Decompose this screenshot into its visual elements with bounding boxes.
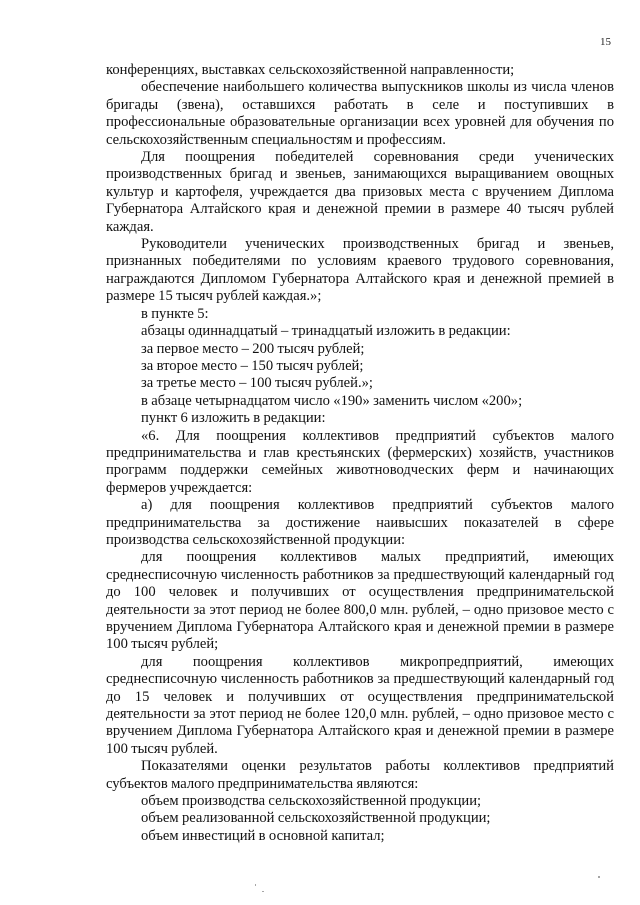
paragraph: абзацы одиннадцатый – тринадцатый изложить в редакции: <box>141 323 511 340</box>
paragraph: «6. Для поощрения коллективов предприятий субъектов малого предпринимательства и глав крестьянских (фермерских) хозяйств, участников программ поддержки семейных животноводческих ферм и начинающих фермеров учреждается: <box>106 427 614 496</box>
paragraph: пункт 6 изложить в редакции: <box>141 410 326 427</box>
scan-speck <box>255 884 256 886</box>
paragraph: в пункте 5: <box>141 305 209 322</box>
paragraph: Для поощрения победителей соревнования среди ученических производственных бригад и звеньев, занимающихся выращиванием овощных культур и картофеля, учреждается два призовых места с вручением Диплома Губернатора Алтайского края и денежной премии в размере 40 тысяч рублей каждая. <box>106 149 614 235</box>
document-body <box>106 62 614 845</box>
paragraph: обеспечение наибольшего количества выпускников школы из числа членов бригады (звена), оставшихся работать в селе и поступивших в профессиональные образовательные организации всех уровней для обучения по сельскохозяйственным специальностям и профессиям. <box>106 79 614 148</box>
paragraph: конференциях, выставках сельскохозяйственной направленности; <box>106 62 515 78</box>
paragraph: а) для поощрения коллективов предприятий субъектов малого предпринимательства за достижение наивысших показателей в сфере производства сельскохозяйственной продукции: <box>106 497 614 548</box>
paragraph: Руководители ученических производственных бригад и звеньев, признанных победителями по условиям краевого трудового соревнования, награждаются Дипломом Губернатора Алтайского края и денежной премией в размере 15 тысяч рублей каждая.»; <box>106 236 614 305</box>
page-number: 15 <box>600 36 611 48</box>
paragraph: в абзаце четырнадцатом число «190» заменить числом «200»; <box>141 392 523 409</box>
paragraph: объем реализованной сельскохозяйственной продукции; <box>141 810 491 827</box>
paragraph: за третье место – 100 тысяч рублей.»; <box>141 375 373 392</box>
paragraph: объем инвестиций в основной капитал; <box>141 827 385 844</box>
scan-speck <box>598 876 600 878</box>
paragraph: объем производства сельскохозяйственной продукции; <box>141 793 482 810</box>
paragraph: за второе место – 150 тысяч рублей; <box>141 357 364 374</box>
paragraph: для поощрения коллективов малых предприятий, имеющих среднесписочную численность работников за предшествующий календарный год до 100 человек и получивших от осуществления предпринимательской деятельности за этот период не более 800,0 млн. рублей, – одно призовое место с вручением Диплома Губернатора Алтайского края и денежной премии в размере 100 тысяч рублей; <box>106 549 614 653</box>
paragraph: для поощрения коллективов микропредприятий, имеющих среднесписочную численность работников за предшествующий календарный год до 15 человек и получивших от осуществления предпринимательской деятельности за этот период не более 120,0 млн. рублей, – одно призовое место с вручением Диплома Губернатора Алтайского края и денежной премии в размере 100 тысяч рублей. <box>106 653 614 757</box>
paragraph: Показателями оценки результатов работы коллективов предприятий субъектов малого предпринимательства являются: <box>106 758 614 792</box>
paragraph: за первое место – 200 тысяч рублей; <box>141 340 365 357</box>
scan-speck <box>262 891 264 892</box>
